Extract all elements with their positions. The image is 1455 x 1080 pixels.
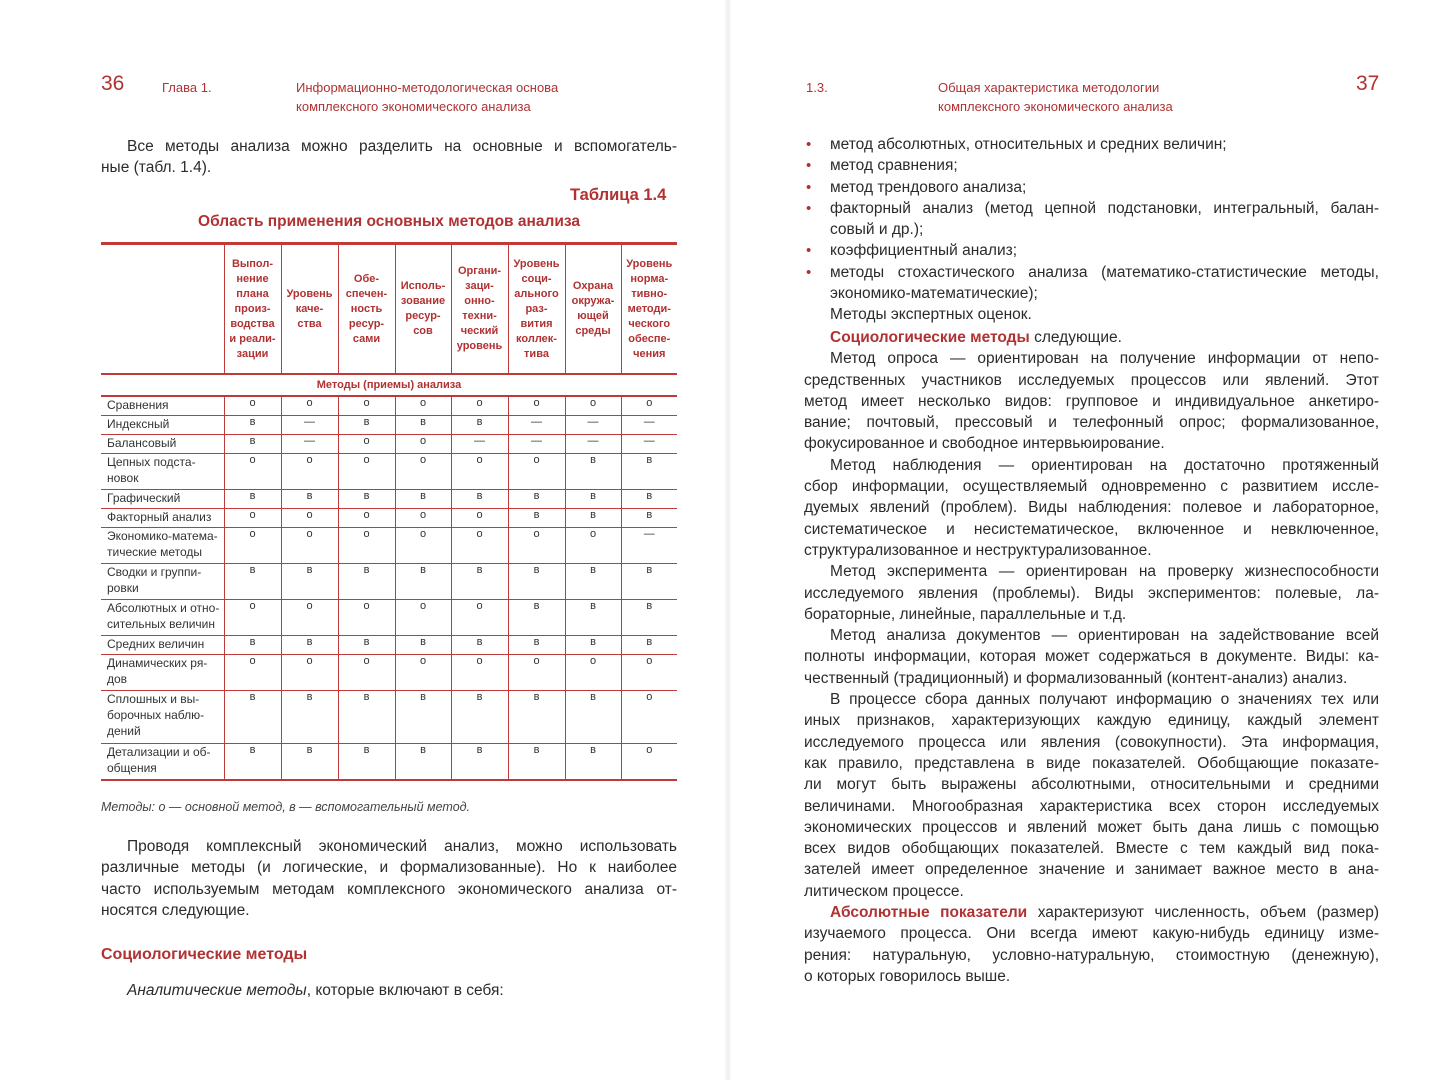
value-cell: — bbox=[565, 416, 621, 435]
value-cell: в bbox=[224, 416, 281, 435]
value-cell: — bbox=[451, 435, 508, 454]
methods-table bbox=[101, 242, 677, 781]
value-cell: в bbox=[338, 416, 395, 435]
value-cell: в bbox=[565, 509, 621, 528]
table-subheader-row bbox=[101, 374, 677, 396]
value-cell: в bbox=[224, 691, 281, 744]
value-cell: в bbox=[621, 600, 677, 636]
value-cell: о bbox=[451, 509, 508, 528]
method-name-cell: Экономико-матема- тические методы bbox=[101, 528, 224, 564]
value-cell: о bbox=[338, 454, 395, 490]
right-paragraphs bbox=[804, 348, 1379, 902]
value-cell: в bbox=[281, 636, 338, 655]
bullet-item: Методы экспертных оценок. bbox=[830, 306, 1032, 324]
value-cell: о bbox=[621, 655, 677, 691]
value-cell: о bbox=[395, 528, 451, 564]
value-cell: в bbox=[565, 691, 621, 744]
method-name-cell: Сводки и группи- ровки bbox=[101, 564, 224, 600]
value-cell: в bbox=[338, 636, 395, 655]
table-note: Методы: о — основной метод, в — вспомогательный метод. bbox=[101, 800, 471, 814]
value-cell: о bbox=[338, 600, 395, 636]
socio-methods-line: Социологические методы следующие. bbox=[830, 329, 1122, 346]
value-cell: о bbox=[281, 528, 338, 564]
table-row bbox=[101, 509, 677, 528]
value-cell: в bbox=[281, 744, 338, 781]
value-cell: в bbox=[395, 636, 451, 655]
value-cell: о bbox=[281, 454, 338, 490]
bullet-item: • метод трендового анализа; bbox=[804, 177, 1379, 198]
column-header: Исполь- зование ресур- сов bbox=[395, 244, 451, 375]
value-cell: в bbox=[508, 600, 565, 636]
column-header: Выпол- нение плана произ- водства и реали- зации bbox=[224, 244, 281, 375]
bullet-item: • факторный анализ (метод цепной подстановки, интегральный, балан- совый и др.); bbox=[806, 199, 1379, 239]
table-row bbox=[101, 528, 677, 564]
bullet-icon: • bbox=[806, 136, 812, 153]
value-cell: — bbox=[621, 435, 677, 454]
methods-bullet-list bbox=[804, 134, 1379, 326]
column-header: Уровень соци- ального раз- вития коллек- тива bbox=[508, 244, 565, 375]
paragraph-methods: Проводя комплексный экономический анализ, можно использовать различные методы (и логические, и формализованные). Но к наиболее часто используемым методам комплексного экономического анализа от- носятся следующие. bbox=[101, 838, 677, 919]
method-name-cell: Сплошных и вы- борочных наблю- дений bbox=[101, 691, 224, 744]
value-cell: в bbox=[224, 564, 281, 600]
bullet-icon: • bbox=[806, 157, 812, 175]
value-cell: в bbox=[338, 490, 395, 509]
value-cell: — bbox=[621, 528, 677, 564]
value-cell: о bbox=[451, 600, 508, 636]
value-cell: в bbox=[508, 691, 565, 744]
table-row bbox=[101, 396, 677, 416]
value-cell: о bbox=[338, 509, 395, 528]
value-cell: в bbox=[451, 416, 508, 435]
value-cell: в bbox=[281, 490, 338, 509]
value-cell: о bbox=[451, 454, 508, 490]
value-cell: о bbox=[281, 509, 338, 528]
value-cell: о bbox=[224, 600, 281, 636]
section-heading-sociological: Социологические методы bbox=[101, 946, 308, 963]
value-cell: в bbox=[508, 636, 565, 655]
body-paragraph: В процессе сбора данных получают информацию о значениях тех или иных признаков, характеризующих каждую единицу, каждый элемент исследуемого процесса или явления (совокупности). Эта информация, как правило, представлена в виде показателей. Обобщающие показате- ли могут быть выражены абсолютными, относительными и средними величинами. Многообразная характеристика всех сторон исследуемых экономических процессов и явлений может быть дана лишь с помощью всех видов обобщающих показателей. Вместе с тем каждый вид пока- зателей имеет определенное значение и занимает важное место в ана- литическом процессе. bbox=[804, 691, 1379, 900]
value-cell: о bbox=[395, 396, 451, 416]
bullet-item: • методы стохастического анализа (математико-статистические методы, экономико-математические); bbox=[806, 263, 1379, 303]
value-cell: в bbox=[338, 744, 395, 781]
table-row bbox=[101, 600, 677, 636]
method-name-cell: Цепных подста- новок bbox=[101, 454, 224, 490]
right-body-text bbox=[804, 327, 1379, 987]
absolute-indicators-paragraph: Абсолютные показатели характеризуют численность, объем (размер) изучаемого процесса. Они всегда имеют какую-нибудь единицу изме- рения: натуральную, условно-натуральную, стоимостную (денежную), о которых говорилось выше. bbox=[804, 904, 1380, 985]
value-cell: в bbox=[508, 490, 565, 509]
value-cell: в bbox=[395, 691, 451, 744]
table-row bbox=[101, 655, 677, 691]
section-number: 1.3. bbox=[806, 80, 828, 95]
value-cell: о bbox=[565, 528, 621, 564]
value-cell: — bbox=[281, 435, 338, 454]
body-paragraph: Метод анализа документов — ориентирован на задействование всей полноты информации, которая может содержаться в документе. Виды: ка- чественный (традиционный) и формализованный (контент-анализ) анализ. bbox=[804, 627, 1379, 687]
value-cell: в bbox=[451, 490, 508, 509]
table-row bbox=[101, 691, 677, 744]
table-row bbox=[101, 435, 677, 454]
value-cell: в bbox=[338, 691, 395, 744]
chapter-label: Глава 1. bbox=[162, 80, 212, 95]
value-cell: в bbox=[565, 744, 621, 781]
column-header: Органи- заци- онно- техни- ческий уровень bbox=[451, 244, 508, 375]
table-row bbox=[101, 744, 677, 781]
value-cell: в bbox=[508, 744, 565, 781]
value-cell: о bbox=[508, 396, 565, 416]
header-corner bbox=[101, 244, 224, 375]
value-cell: о bbox=[451, 396, 508, 416]
value-cell: в bbox=[224, 490, 281, 509]
value-cell: о bbox=[621, 396, 677, 416]
value-cell: о bbox=[338, 396, 395, 416]
value-cell: о bbox=[565, 655, 621, 691]
value-cell: в bbox=[395, 744, 451, 781]
value-cell: о bbox=[395, 509, 451, 528]
bullet-icon: • bbox=[806, 199, 812, 217]
running-title-left: Информационно-методологическая основа комплексного экономического анализа bbox=[296, 80, 559, 114]
body-paragraph: Метод наблюдения — ориентирован на достаточно протяженный сбор информации, осуществляемый одновременно с развитием иссле- дуемых явлений (проблем). Виды наблюдения: полевое и лабораторное, систематическое и несистематическое, включенное и невключенное, структурализованное и неструктурализованное. bbox=[804, 456, 1379, 559]
bullet-icon: • bbox=[806, 242, 812, 260]
table-row bbox=[101, 564, 677, 600]
value-cell: в bbox=[451, 564, 508, 600]
left-page bbox=[0, 0, 727, 1080]
value-cell: о bbox=[281, 600, 338, 636]
method-name-cell: Средних величин bbox=[101, 636, 224, 655]
value-cell: — bbox=[508, 416, 565, 435]
body-paragraph: Метод опроса — ориентирован на получение информации от непо- средственных участников исследуемых процессов или явлений. Этот метод имеет несколько видов: групповое и индивидуальное анкетиро- вание; почтовый, прессовый и телефонный опрос; формализованное, фокусированное и свободное интервьюирование. bbox=[804, 350, 1379, 453]
table-number: Таблица 1.4 bbox=[570, 186, 667, 204]
value-cell: о bbox=[508, 454, 565, 490]
value-cell: в bbox=[451, 636, 508, 655]
bullet-icon: • bbox=[806, 178, 812, 196]
value-cell: о bbox=[338, 655, 395, 691]
page-number-right: 37 bbox=[1356, 72, 1380, 95]
value-cell: о bbox=[224, 454, 281, 490]
value-cell: в bbox=[565, 564, 621, 600]
table-subheader: Методы (приемы) анализа bbox=[101, 374, 677, 396]
bullet-item: • коэффициентный анализ; bbox=[804, 240, 1379, 261]
column-header: Уровень каче- ства bbox=[281, 244, 338, 375]
value-cell: в bbox=[621, 636, 677, 655]
value-cell: — bbox=[281, 416, 338, 435]
method-name-cell: Факторный анализ bbox=[101, 509, 224, 528]
running-title-right: Общая характеристика методологии комплексного экономического анализа bbox=[938, 80, 1173, 114]
body-paragraph: Метод эксперимента — ориентирован на проверку жизнеспособности исследуемого явления (проблемы). Виды экспериментов: полевые, ла- бораторные, линейные, параллельные и т.д. bbox=[804, 563, 1379, 623]
value-cell: о bbox=[395, 600, 451, 636]
value-cell: о bbox=[224, 396, 281, 416]
column-header: Обе- спечен- ность ресур- сами bbox=[338, 244, 395, 375]
table-row bbox=[101, 490, 677, 509]
value-cell: о bbox=[338, 435, 395, 454]
value-cell: в bbox=[395, 416, 451, 435]
value-cell: в bbox=[621, 490, 677, 509]
value-cell: о bbox=[338, 528, 395, 564]
method-name-cell: Абсолютных и отно- сительных величин bbox=[101, 600, 224, 636]
value-cell: в bbox=[565, 600, 621, 636]
value-cell: — bbox=[621, 416, 677, 435]
value-cell: в bbox=[565, 490, 621, 509]
bullet-icon: • bbox=[806, 263, 812, 281]
bullet-item: • метод сравнения; bbox=[804, 155, 1379, 176]
analytic-methods-line: Аналитические методы, которые включают в себя: bbox=[127, 982, 504, 999]
value-cell: в bbox=[281, 691, 338, 744]
value-cell: о bbox=[621, 691, 677, 744]
value-cell: в bbox=[451, 744, 508, 781]
value-cell: в bbox=[621, 564, 677, 600]
value-cell: в bbox=[565, 636, 621, 655]
value-cell: о bbox=[451, 655, 508, 691]
table-header-row bbox=[101, 244, 677, 375]
bullet-item: • метод абсолютных, относительных и средних величин; bbox=[804, 134, 1379, 155]
value-cell: в bbox=[224, 744, 281, 781]
value-cell: о bbox=[565, 396, 621, 416]
value-cell: о bbox=[621, 744, 677, 781]
value-cell: в bbox=[395, 564, 451, 600]
value-cell: о bbox=[281, 655, 338, 691]
table-row bbox=[101, 454, 677, 490]
value-cell: в bbox=[621, 454, 677, 490]
value-cell: в bbox=[281, 564, 338, 600]
method-name-cell: Детализации и об- общения bbox=[101, 744, 224, 781]
value-cell: в bbox=[565, 454, 621, 490]
method-name-cell: Балансовый bbox=[101, 435, 224, 454]
value-cell: о bbox=[395, 435, 451, 454]
value-cell: о bbox=[508, 655, 565, 691]
table-row bbox=[101, 636, 677, 655]
intro-paragraph: Все методы анализа можно разделить на основные и вспомогатель- ные (табл. 1.4). bbox=[101, 138, 677, 177]
method-name-cell: Графический bbox=[101, 490, 224, 509]
value-cell: в bbox=[621, 509, 677, 528]
value-cell: о bbox=[508, 528, 565, 564]
value-cell: — bbox=[565, 435, 621, 454]
value-cell: в bbox=[508, 564, 565, 600]
table-title: Область применения основных методов анализа bbox=[198, 213, 580, 230]
table-row bbox=[101, 416, 677, 435]
value-cell: — bbox=[508, 435, 565, 454]
value-cell: в bbox=[224, 636, 281, 655]
value-cell: о bbox=[451, 528, 508, 564]
value-cell: о bbox=[395, 454, 451, 490]
value-cell: в bbox=[338, 564, 395, 600]
value-cell: о bbox=[281, 396, 338, 416]
page-number-left: 36 bbox=[101, 72, 125, 95]
method-name-cell: Сравнения bbox=[101, 396, 224, 416]
value-cell: о bbox=[224, 528, 281, 564]
value-cell: о bbox=[395, 655, 451, 691]
value-cell: о bbox=[224, 509, 281, 528]
method-name-cell: Динамических ря- дов bbox=[101, 655, 224, 691]
value-cell: в bbox=[508, 509, 565, 528]
column-header: Охрана окружа- ющей среды bbox=[565, 244, 621, 375]
value-cell: в bbox=[395, 490, 451, 509]
column-header: Уровень норма- тивно- методи- ческого обеспе- чения bbox=[621, 244, 677, 375]
method-name-cell: Индексный bbox=[101, 416, 224, 435]
value-cell: о bbox=[224, 655, 281, 691]
value-cell: в bbox=[451, 691, 508, 744]
value-cell: в bbox=[224, 435, 281, 454]
